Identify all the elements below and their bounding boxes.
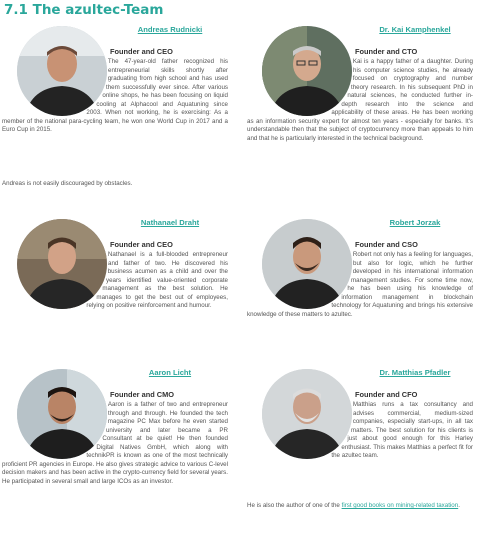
member-bio: Matthias runs a tax consultancy and advises commercial, medium-sized companies, especially start-ups, in all tax matters. The best solution for his clients is just about good enough for this Harley enthusiast. This makes Matthias a perfect fit for the azultec team. <box>331 401 473 459</box>
note-suffix: . <box>458 502 460 509</box>
note-text: He is also the author of one of the <box>247 502 342 509</box>
member-name[interactable]: Aaron Licht <box>148 368 192 377</box>
member-name[interactable]: Dr. Kai Kamphenkel <box>379 25 451 34</box>
member-role: Founder and CFO <box>355 390 418 399</box>
team-member-card <box>247 218 473 353</box>
member-bio: The 47-year-old father recognized his entrepreneurial skills shortly after graduating from high school and has used them successfully ever since. After various online shops, he has been focusing on liquid cooling at Alphacool and Aquatuning since 2003. When not working, he is exercising: As a member of the national para-cycling team, he won one World Cup in 2017 and a Euro Cup in 2015. <box>2 58 228 133</box>
member-bio: Kai is a happy father of a daughter. During his computer science studies, he already focused on cryptography and number theory research. In his subsequent PhD in natural sciences, he conducted further in-depth research into the science and applicability of these areas. He has been working as an information security expert for almost ten years - especially for banks. It's understandable then that the subject of cryptocurrency more than appeals to him and that he is particularly interested in the technical background. <box>247 58 473 142</box>
member-role: Founder and CMO <box>110 390 175 399</box>
team-member-card <box>247 368 473 540</box>
team-member-card <box>2 368 228 540</box>
member-name[interactable]: Robert Jorzak <box>389 218 441 227</box>
member-name[interactable]: Andreas Rudnicki <box>137 25 203 34</box>
team-member-card <box>2 25 228 195</box>
team-member-card <box>2 218 228 353</box>
member-name[interactable]: Nathanael Draht <box>140 218 200 227</box>
member-name[interactable]: Dr. Matthias Pfadler <box>379 368 451 377</box>
member-bio-note <box>247 502 473 511</box>
member-role: Founder and CSO <box>355 240 418 249</box>
team-member-card <box>247 25 473 195</box>
member-role: Founder and CEO <box>110 240 173 249</box>
member-bio: Aaron is a father of two and entrepreneur through and through. He founded the tech magazine PC Max before he even started university and later became a PR Consultant at be quiet! He then founded Digital Natives GmbH, which along with technikPR is known as one of the most technically proficient PR agencies in Europe. He also gives strategic advice to various C-level decision makers and has been active in the crypto-currency field for several years. He participated in several small and large ICOs as an investor. <box>2 401 228 485</box>
member-bio: Robert not only has a feeling for languages, but also for logic, which he further developed in his international information management studies. For some time now, he has been using his knowledge of information management in blockchain technology for Aquatuning and brings his extensive knowledge of these matters to azultec. <box>247 251 473 318</box>
member-role: Founder and CEO <box>110 47 173 56</box>
member-bio-note: Andreas is not easily discouraged by obstacles. <box>2 180 133 187</box>
member-bio: Nathanael is a full-blooded entrepreneur and father of two. He discovered his business acumen as a child and over the years identified value-oriented corporate management as the best solution. He manages to get the best out of employees, relying on positive reinforcement and humour. <box>86 251 228 309</box>
mining-taxation-book-link[interactable]: first good books on mining-related taxation <box>341 502 459 509</box>
section-title: 7.1 The azultec-Team <box>4 2 164 18</box>
member-role: Founder and CTO <box>355 47 418 56</box>
